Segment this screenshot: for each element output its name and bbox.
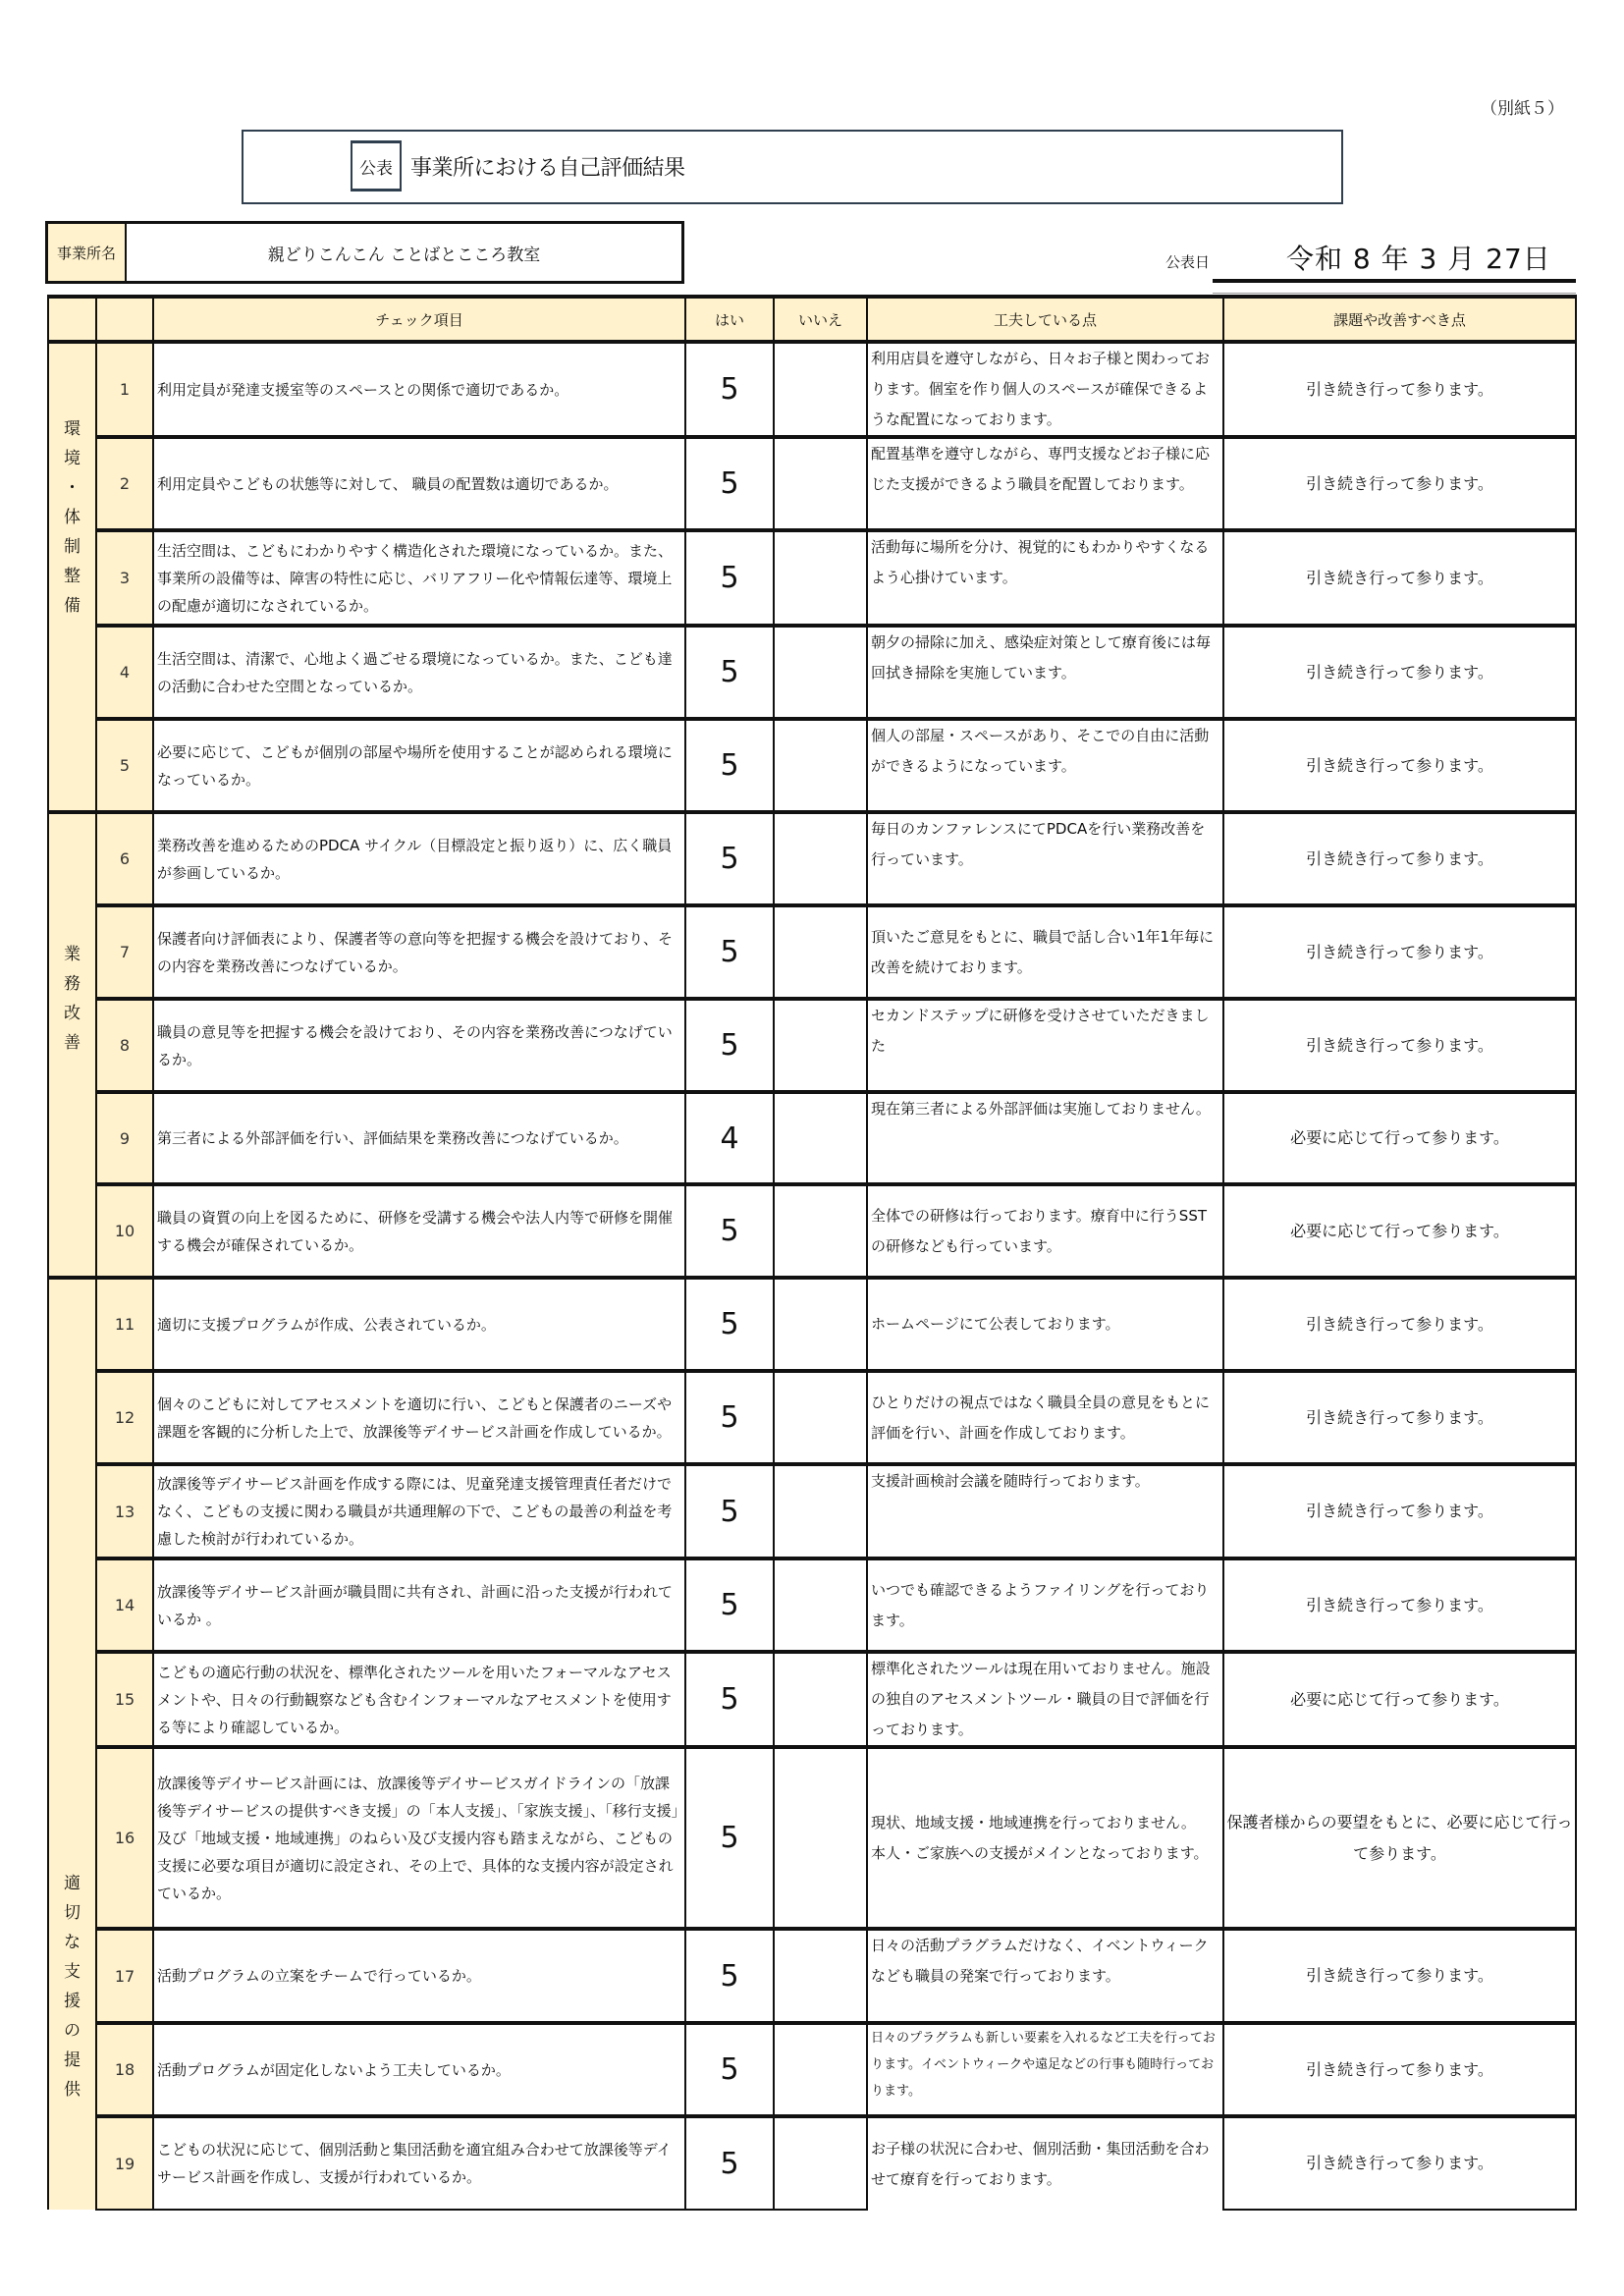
table-row bbox=[48, 1929, 1576, 2023]
row-number: 17 bbox=[96, 1929, 153, 2023]
row-number: 19 bbox=[96, 2116, 153, 2210]
no-score bbox=[774, 1092, 867, 1184]
table-row bbox=[48, 1652, 1576, 1747]
effort-text: 全体での研修は行っております。療育中に行うSSTの研修なども行っています。 bbox=[867, 1184, 1223, 1278]
page-title: 事業所における自己評価結果 bbox=[410, 156, 685, 181]
row-number: 18 bbox=[96, 2023, 153, 2116]
row-number: 12 bbox=[96, 1371, 153, 1464]
no-score bbox=[774, 1652, 867, 1747]
effort-text: いつでも確認できるようファイリングを行っております。 bbox=[867, 1558, 1223, 1652]
no-score bbox=[774, 719, 867, 812]
check-item-text: 必要に応じて、こどもが個別の部屋や場所を使用することが認められる環境になっているか。 bbox=[153, 719, 685, 812]
issue-text: 引き続き行って参ります。 bbox=[1223, 2023, 1576, 2116]
check-item-text: 放課後等デイサービス計画には、放課後等デイサービスガイドラインの「放課後等デイサービスの提供すべき支援」の「本人支援」、「家族支援」、「移行支援」及び「地域支援・地域連携」のねらい及び支援内容も踏まえながら、こどもの支援に必要な項目が適切に設定され、その上で、具体的な支援内容が設定されているか。 bbox=[153, 1747, 685, 1929]
yes-score: 5 bbox=[685, 1371, 774, 1464]
no-score bbox=[774, 1929, 867, 2023]
check-item-text: 職員の意見等を把握する機会を設けており、その内容を業務改善につなげているか。 bbox=[153, 999, 685, 1092]
issue-text: 保護者様からの要望をもとに、必要に応じて行って参ります。 bbox=[1223, 1747, 1576, 1929]
row-number: 4 bbox=[96, 626, 153, 719]
category-char: 供 bbox=[64, 2080, 81, 2100]
yes-score: 5 bbox=[685, 342, 774, 437]
check-item-text: 保護者向け評価表により、保護者等の意向等を把握する機会を設けており、その内容を業務改善につなげているか。 bbox=[153, 905, 685, 999]
table-row bbox=[48, 905, 1576, 999]
check-item-text: 個々のこどもに対してアセスメントを適切に行い、こどもと保護者のニーズや課題を客観的に分析した上で、放課後等デイサービス計画を作成しているか。 bbox=[153, 1371, 685, 1464]
date-underline-thin bbox=[1213, 293, 1576, 294]
check-item-text: こどもの適応行動の状況を、標準化されたツールを用いたフォーマルなアセスメントや、日々の行動観察なども含むインフォーマルなアセスメントを使用する等により確認しているか。 bbox=[153, 1652, 685, 1747]
header-yes: はい bbox=[685, 297, 774, 342]
no-score bbox=[774, 1558, 867, 1652]
effort-text: ホームページにて公表しております。 bbox=[867, 1278, 1223, 1371]
table-row bbox=[48, 1371, 1576, 1464]
no-score bbox=[774, 1278, 867, 1371]
issue-text: 引き続き行って参ります。 bbox=[1223, 1558, 1576, 1652]
effort-text: 現在第三者による外部評価は実施しておりません。 bbox=[867, 1092, 1223, 1184]
check-item-text: こどもの状況に応じて、個別活動と集団活動を適宜組み合わせて放課後等デイサービス計画を作成し、支援が行われているか。 bbox=[153, 2116, 685, 2210]
issue-text: 引き続き行って参ります。 bbox=[1223, 1464, 1576, 1558]
row-number: 16 bbox=[96, 1747, 153, 1929]
office-name: 親どりこんこん ことばとこころ教室 bbox=[267, 245, 541, 265]
yes-score: 5 bbox=[685, 1747, 774, 1929]
category-char: 整 bbox=[64, 567, 81, 586]
yes-score: 5 bbox=[685, 999, 774, 1092]
publication-date-label: 公表日 bbox=[1165, 253, 1211, 271]
category-char: 提 bbox=[64, 2050, 81, 2070]
effort-text: 朝夕の掃除に加え、感染症対策として療育後には毎回拭き掃除を実施しています。 bbox=[867, 626, 1223, 719]
category-cell bbox=[48, 342, 96, 812]
check-item-text: 活動プログラムが固定化しないよう工夫しているか。 bbox=[153, 2023, 685, 2116]
no-score bbox=[774, 530, 867, 626]
table-row bbox=[48, 2023, 1576, 2116]
category-char: 切 bbox=[64, 1903, 81, 1923]
category-char: ・ bbox=[64, 478, 81, 498]
effort-text: お子様の状況に合わせ、個別活動・集団活動を合わせて療育を行っております。 bbox=[867, 2116, 1223, 2210]
effort-text: 活動毎に場所を分け、視覚的にもわかりやすくなるよう心掛けています。 bbox=[867, 530, 1223, 626]
check-item-text: 適切に支援プログラムが作成、公表されているか。 bbox=[153, 1278, 685, 1371]
publication-tag bbox=[351, 140, 402, 191]
office-label: 事業所名 bbox=[48, 224, 127, 281]
check-item-text: 利用定員やこどもの状態等に対して、 職員の配置数は適切であるか。 bbox=[153, 437, 685, 530]
category-char: 環 bbox=[64, 419, 81, 439]
issue-text: 引き続き行って参ります。 bbox=[1223, 812, 1576, 905]
publication-date: 令和 8 年 3 月 27日 bbox=[1286, 243, 1551, 275]
row-number: 6 bbox=[96, 812, 153, 905]
table-row bbox=[48, 2116, 1576, 2210]
effort-text: 毎日のカンファレンスにてPDCAを行い業務改善を行っています。 bbox=[867, 812, 1223, 905]
yes-score: 5 bbox=[685, 905, 774, 999]
check-item-text: 活動プログラムの立案をチームで行っているか。 bbox=[153, 1929, 685, 2023]
yes-score: 5 bbox=[685, 530, 774, 626]
yes-score: 5 bbox=[685, 2023, 774, 2116]
yes-score: 5 bbox=[685, 719, 774, 812]
category-char: 支 bbox=[64, 1962, 81, 1982]
check-item-text: 生活空間は、こどもにわかりやすく構造化された環境になっているか。また、事業所の設備等は、障害の特性に応じ、バリアフリー化や情報伝達等、環境上の配慮が適切になされているか。 bbox=[153, 530, 685, 626]
issue-text: 必要に応じて行って参ります。 bbox=[1223, 1092, 1576, 1184]
table-header-row bbox=[48, 297, 1576, 342]
issue-text: 引き続き行って参ります。 bbox=[1223, 905, 1576, 999]
category-char: 制 bbox=[64, 537, 81, 557]
row-number: 15 bbox=[96, 1652, 153, 1747]
table-row bbox=[48, 437, 1576, 530]
no-score bbox=[774, 342, 867, 437]
no-score bbox=[774, 905, 867, 999]
header-efforts: 工夫している点 bbox=[867, 297, 1223, 342]
publication-tag-text: 公表 bbox=[359, 158, 393, 179]
category-char: な bbox=[64, 1933, 81, 1952]
issue-text: 引き続き行って参ります。 bbox=[1223, 626, 1576, 719]
row-number: 3 bbox=[96, 530, 153, 626]
row-number: 7 bbox=[96, 905, 153, 999]
issue-text: 引き続き行って参ります。 bbox=[1223, 1278, 1576, 1371]
check-item-text: 生活空間は、清潔で、心地よく過ごせる環境になっているか。また、こども達の活動に合わせた空間となっているか。 bbox=[153, 626, 685, 719]
no-score bbox=[774, 1464, 867, 1558]
effort-text: 配置基準を遵守しながら、専門支援などお子様に応じた支援ができるよう職員を配置しております。 bbox=[867, 437, 1223, 530]
appendix-label: （別紙５） bbox=[1481, 99, 1564, 119]
header-category bbox=[48, 297, 96, 342]
office-name-box bbox=[45, 221, 684, 284]
header-no: いいえ bbox=[774, 297, 867, 342]
check-item-text: 放課後等デイサービス計画を作成する際には、児童発達支援管理責任者だけでなく、こどもの支援に関わる職員が共通理解の下で、こどもの最善の利益を考慮した検討が行われているか。 bbox=[153, 1464, 685, 1558]
row-number: 9 bbox=[96, 1092, 153, 1184]
check-item-text: 利用定員が発達支援室等のスペースとの関係で適切であるか。 bbox=[153, 342, 685, 437]
no-score bbox=[774, 1747, 867, 1929]
issue-text: 引き続き行って参ります。 bbox=[1223, 1929, 1576, 2023]
yes-score: 5 bbox=[685, 1652, 774, 1747]
category-char: 務 bbox=[64, 974, 81, 994]
row-number: 8 bbox=[96, 999, 153, 1092]
category-char: 適 bbox=[64, 1874, 81, 1893]
table-row bbox=[48, 1184, 1576, 1278]
yes-score: 5 bbox=[685, 812, 774, 905]
issue-text: 引き続き行って参ります。 bbox=[1223, 530, 1576, 626]
category-char: 備 bbox=[64, 596, 81, 616]
header-check-item: チェック項目 bbox=[153, 297, 685, 342]
check-item-text: 業務改善を進めるためのPDCA サイクル（目標設定と振り返り）に、広く職員が参画しているか。 bbox=[153, 812, 685, 905]
category-char: 体 bbox=[64, 508, 81, 527]
category-char: 援 bbox=[64, 1992, 81, 2011]
no-score bbox=[774, 2023, 867, 2116]
table-row bbox=[48, 626, 1576, 719]
effort-text: 頂いたご意見をもとに、職員で話し合い1年1年毎に改善を続けております。 bbox=[867, 905, 1223, 999]
effort-text: 日々の活動プラグラムだけなく、イベントウィークなども職員の発案で行っております。 bbox=[867, 1929, 1223, 2023]
yes-score: 5 bbox=[685, 1464, 774, 1558]
effort-text: 現状、地域支援・地域連携を行っておりません。 本人・ご家族への支援がメインとなっております。 bbox=[867, 1747, 1223, 1929]
row-number: 13 bbox=[96, 1464, 153, 1558]
no-score bbox=[774, 437, 867, 530]
effort-text: 個人の部屋・スペースがあり、そこでの自由に活動ができるようになっています。 bbox=[867, 719, 1223, 812]
effort-text: 標準化されたツールは現在用いておりません。施設の独自のアセスメントツール・職員の目で評価を行っております。 bbox=[867, 1652, 1223, 1747]
issue-text: 引き続き行って参ります。 bbox=[1223, 1371, 1576, 1464]
table-row bbox=[48, 1092, 1576, 1184]
issue-text: 必要に応じて行って参ります。 bbox=[1223, 1652, 1576, 1747]
no-score bbox=[774, 999, 867, 1092]
effort-text: 利用店員を遵守しながら、日々お子様と関わっております。個室を作り個人のスペースが確保できるような配置になっております。 bbox=[867, 342, 1223, 437]
category-cell bbox=[48, 1278, 96, 2210]
evaluation-table bbox=[47, 295, 1577, 2211]
yes-score: 5 bbox=[685, 1558, 774, 1652]
table-row bbox=[48, 1558, 1576, 1652]
no-score bbox=[774, 812, 867, 905]
no-score bbox=[774, 2116, 867, 2210]
table-row bbox=[48, 999, 1576, 1092]
check-item-text: 第三者による外部評価を行い、評価結果を業務改善につなげているか。 bbox=[153, 1092, 685, 1184]
table-row bbox=[48, 1464, 1576, 1558]
category-cell bbox=[48, 812, 96, 1278]
effort-text: 日々のプラグラムも新しい要素を入れるなど工夫を行っております。イベントウィークや遠足などの行事も随時行っております。 bbox=[867, 2023, 1223, 2116]
header-issues: 課題や改善すべき点 bbox=[1223, 297, 1576, 342]
issue-text: 引き続き行って参ります。 bbox=[1223, 999, 1576, 1092]
table-row bbox=[48, 342, 1576, 437]
row-number: 1 bbox=[96, 342, 153, 437]
issue-text: 引き続き行って参ります。 bbox=[1223, 342, 1576, 437]
effort-text: 支援計画検討会議を随時行っております。 bbox=[867, 1464, 1223, 1558]
table-row bbox=[48, 1278, 1576, 1371]
header-number bbox=[96, 297, 153, 342]
yes-score: 5 bbox=[685, 1929, 774, 2023]
yes-score: 4 bbox=[685, 1092, 774, 1184]
category-char: 改 bbox=[64, 1004, 81, 1023]
category-char: 善 bbox=[64, 1033, 81, 1053]
table-row bbox=[48, 530, 1576, 626]
issue-text: 引き続き行って参ります。 bbox=[1223, 719, 1576, 812]
no-score bbox=[774, 1371, 867, 1464]
row-number: 2 bbox=[96, 437, 153, 530]
yes-score: 5 bbox=[685, 1278, 774, 1371]
yes-score: 5 bbox=[685, 626, 774, 719]
issue-text: 引き続き行って参ります。 bbox=[1223, 2116, 1576, 2210]
category-char: 境 bbox=[64, 449, 81, 468]
issue-text: 引き続き行って参ります。 bbox=[1223, 437, 1576, 530]
table-row bbox=[48, 719, 1576, 812]
row-number: 5 bbox=[96, 719, 153, 812]
effort-text: セカンドステップに研修を受けさせていただきました bbox=[867, 999, 1223, 1092]
table-row bbox=[48, 812, 1576, 905]
no-score bbox=[774, 1184, 867, 1278]
table-row bbox=[48, 1747, 1576, 1929]
row-number: 14 bbox=[96, 1558, 153, 1652]
title-box bbox=[242, 130, 1343, 204]
category-char: 業 bbox=[64, 945, 81, 964]
check-item-text: 職員の資質の向上を図るために、研修を受講する機会や法人内等で研修を開催する機会が確保されているか。 bbox=[153, 1184, 685, 1278]
row-number: 11 bbox=[96, 1278, 153, 1371]
issue-text: 必要に応じて行って参ります。 bbox=[1223, 1184, 1576, 1278]
row-number: 10 bbox=[96, 1184, 153, 1278]
check-item-text: 放課後等デイサービス計画が職員間に共有され、計画に沿った支援が行われているか 。 bbox=[153, 1558, 685, 1652]
date-underline bbox=[1213, 279, 1576, 283]
yes-score: 5 bbox=[685, 2116, 774, 2210]
yes-score: 5 bbox=[685, 437, 774, 530]
no-score bbox=[774, 626, 867, 719]
effort-text: ひとりだけの視点ではなく職員全員の意見をもとに評価を行い、計画を作成しております。 bbox=[867, 1371, 1223, 1464]
yes-score: 5 bbox=[685, 1184, 774, 1278]
category-char: の bbox=[64, 2021, 81, 2041]
